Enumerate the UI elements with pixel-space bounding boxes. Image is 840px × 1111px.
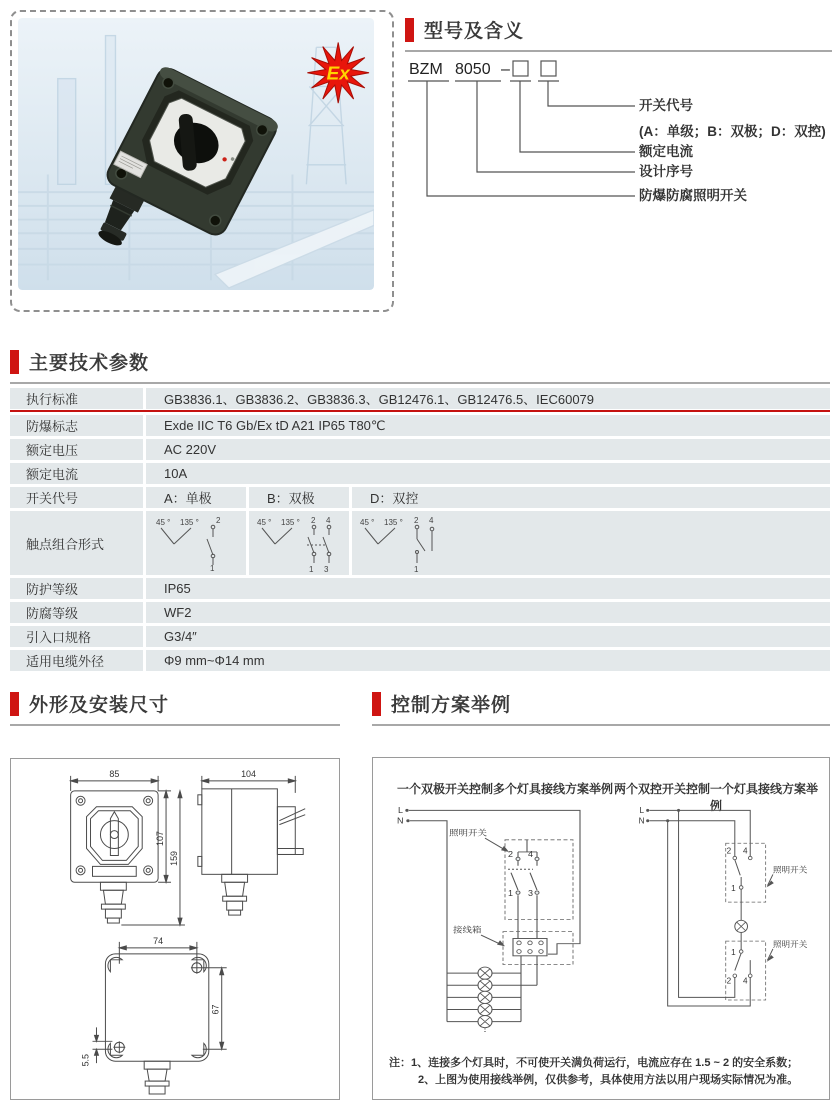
dimension-drawings xyxy=(11,759,339,1099)
model-code-series: 8050 xyxy=(455,61,491,78)
row-label: 防护等级 xyxy=(10,578,143,599)
contact-diagram-b-cell xyxy=(249,511,349,575)
terminal-1: 1 xyxy=(507,888,513,898)
terminal-3: 3 xyxy=(527,888,533,898)
dims-section-header xyxy=(10,690,340,726)
svg-text:45 °: 45 ° xyxy=(360,518,375,527)
switch-code-b: B：双极 xyxy=(249,487,349,508)
table-row xyxy=(10,388,830,409)
lower-terminal-4: 4 xyxy=(742,976,748,986)
contact-diagram-b xyxy=(253,513,349,573)
terminal-2: 2 xyxy=(507,849,513,859)
lower-terminal-2: 2 xyxy=(726,976,732,986)
row-label: 防腐等级 xyxy=(10,602,143,623)
control-section-header xyxy=(372,690,830,726)
contact-diagram-a-cell xyxy=(146,511,246,575)
callout-product-name: 防爆防腐照明开关 xyxy=(639,188,747,203)
line-l-label: L xyxy=(398,805,404,815)
row-value: IP65 xyxy=(146,578,830,599)
row-label: 防爆标志 xyxy=(10,415,143,436)
lighting-switch-label: 照明开关 xyxy=(449,828,487,838)
svg-text:1: 1 xyxy=(309,565,314,573)
callout-switch-code: 开关代号 xyxy=(639,98,693,113)
contact-diagram-a xyxy=(150,513,246,573)
line-l-label: L xyxy=(639,806,645,815)
upper-terminal-2: 2 xyxy=(726,846,732,856)
svg-text:1: 1 xyxy=(414,565,419,573)
row-label: 引入口规格 xyxy=(10,626,143,647)
svg-text:45 °: 45 ° xyxy=(257,518,272,527)
red-bar xyxy=(372,692,381,716)
switch-code-a: A：单极 xyxy=(146,487,246,508)
row-value: Φ9 mm~Φ14 mm xyxy=(146,650,830,671)
svg-text:2: 2 xyxy=(311,516,316,525)
red-bar xyxy=(10,692,19,716)
bottom-slot-dim: 5.5 xyxy=(80,1053,91,1067)
control-section-title: 控制方案举例 xyxy=(391,695,512,716)
note-line-2: 2、上图为使用接线举例，仅供参考，具体使用方法以用户现场实际情况为准。 xyxy=(418,1073,799,1086)
svg-text:4: 4 xyxy=(326,516,331,525)
terminal-4: 4 xyxy=(527,849,533,859)
svg-text:135 °: 135 ° xyxy=(384,518,403,527)
product-photo-frame xyxy=(10,10,394,312)
upper-terminal-1: 1 xyxy=(731,884,736,893)
callout-design-serial: 设计序号 xyxy=(639,164,693,179)
svg-text:4: 4 xyxy=(429,516,434,525)
contact-diagram-d xyxy=(356,513,452,573)
row-value: Exde IIC T6 Gb/Ex tD A21 IP65 T80℃ xyxy=(146,415,830,436)
switch-code-d: D：双控 xyxy=(352,487,830,508)
usage-notes xyxy=(389,1055,798,1089)
model-code-prefix: BZM xyxy=(409,61,443,78)
svg-text:2: 2 xyxy=(414,516,419,525)
red-bar xyxy=(10,350,19,374)
row-value: G3/4″ xyxy=(146,626,830,647)
callout-switch-code-options: (A：单级；B：双极；D：双控) xyxy=(639,124,826,139)
line-n-label: N xyxy=(638,816,645,826)
ex-badge-text: Ex xyxy=(326,62,350,84)
bottom-width-dim: 74 xyxy=(153,935,164,946)
params-table xyxy=(10,388,830,674)
lighting-switch-label-upper: 照明开关 xyxy=(772,864,808,875)
table-row-switch-codes xyxy=(10,487,830,508)
callout-rated-current: 额定电流 xyxy=(639,144,693,159)
line-n-label: N xyxy=(397,815,404,826)
scheme2-title: 两个双控开关控制一个灯具接线方案举例 xyxy=(613,782,818,813)
svg-text:135 °: 135 ° xyxy=(180,518,199,527)
table-row xyxy=(10,602,830,623)
bottom-height-dim: 67 xyxy=(210,1004,221,1015)
dimension-drawings-box xyxy=(10,758,340,1100)
product-photo xyxy=(18,18,374,290)
svg-text:135 °: 135 ° xyxy=(281,518,300,527)
model-breakdown-diagram xyxy=(405,54,833,214)
row-label: 触点组合形式 xyxy=(10,511,143,575)
svg-text:45 °: 45 ° xyxy=(156,518,171,527)
scheme1-title: 一个双极开关控制多个灯具接线方案举例 xyxy=(396,782,613,796)
side-width-dim: 104 xyxy=(241,768,257,779)
svg-text:1: 1 xyxy=(210,564,215,573)
wiring-diagram-1 xyxy=(385,800,635,1032)
lower-terminal-1: 1 xyxy=(731,948,736,957)
red-bar xyxy=(405,18,414,42)
table-row xyxy=(10,650,830,671)
upper-terminal-4: 4 xyxy=(742,846,748,856)
table-row xyxy=(10,578,830,599)
row-value: AC 220V xyxy=(146,439,830,460)
table-row-contact-forms xyxy=(10,511,830,575)
row-value: GB3836.1、GB3836.2、GB3836.3、GB12476.1、GB12476.5、IEC60079 xyxy=(146,388,830,409)
note-line-1: 注：1、连接多个灯具时，不可使开关满负荷运行，电流应存在 1.5 ~ 2 的安全系数； xyxy=(389,1056,799,1069)
row-label: 额定电流 xyxy=(10,463,143,484)
params-section-title: 主要技术参数 xyxy=(29,353,150,374)
table-row xyxy=(10,626,830,647)
row-label: 开关代号 xyxy=(10,487,143,508)
model-section-header xyxy=(405,16,832,52)
front-total-height-dim: 159 xyxy=(168,850,179,866)
row-value: WF2 xyxy=(146,602,830,623)
table-row xyxy=(10,463,830,484)
front-inner-height-dim: 107 xyxy=(155,831,166,847)
dims-section-title: 外形及安装尺寸 xyxy=(29,695,170,716)
table-row xyxy=(10,439,830,460)
junction-box-label: 接线箱 xyxy=(453,925,482,935)
row-label: 额定电压 xyxy=(10,439,143,460)
lighting-switch-label-lower: 照明开关 xyxy=(772,939,808,950)
wiring-diagram-2 xyxy=(635,800,821,1032)
model-code-dash: – xyxy=(501,61,510,78)
row-label: 适用电缆外径 xyxy=(10,650,143,671)
svg-text:2: 2 xyxy=(216,516,221,525)
red-divider xyxy=(10,410,830,412)
row-label: 执行标准 xyxy=(10,388,143,409)
params-section-header xyxy=(10,348,830,384)
contact-diagram-d-cell xyxy=(352,511,830,575)
row-value: 10A xyxy=(146,463,830,484)
control-schemes-box xyxy=(372,757,830,1100)
svg-text:3: 3 xyxy=(324,565,329,573)
front-width-dim: 85 xyxy=(109,768,120,779)
table-row xyxy=(10,415,830,436)
model-section-title: 型号及含义 xyxy=(424,21,525,42)
